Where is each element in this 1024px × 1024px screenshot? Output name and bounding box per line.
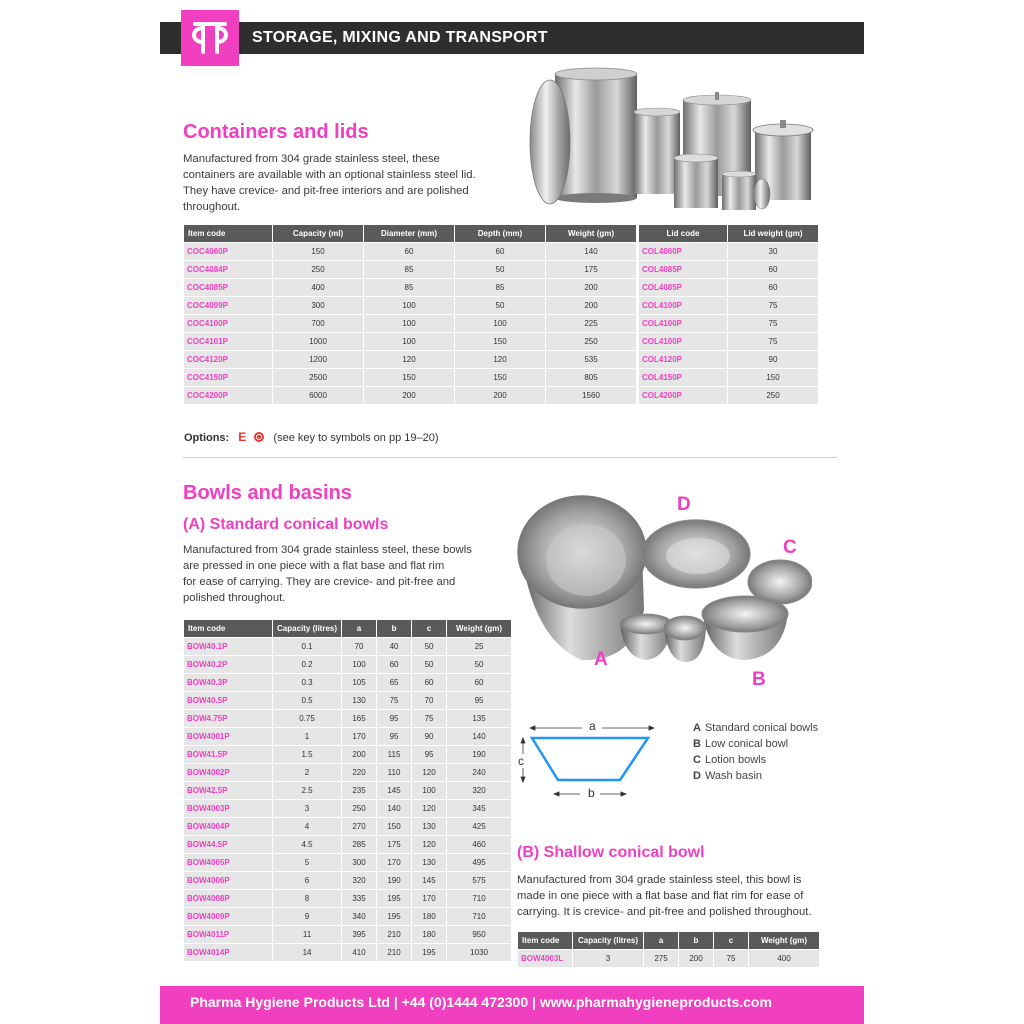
table-row [184, 674, 511, 691]
table-cell: 170 [377, 854, 411, 871]
options-line [184, 430, 439, 444]
table-cell: 120 [412, 836, 446, 853]
table-cell: 14 [273, 944, 341, 961]
table-row [184, 764, 511, 781]
table-cell: 200 [679, 950, 713, 967]
item-code-cell: COC4099P [184, 297, 272, 314]
item-code-cell: BOW40.3P [184, 674, 272, 691]
table-cell: 100 [364, 315, 454, 332]
options-label: Options: [184, 432, 230, 444]
photo-label-a: A [594, 649, 608, 670]
table-cell: 270 [342, 818, 376, 835]
table-cell: 250 [546, 333, 636, 350]
shallow-bowl-subtitle: (B) Shallow conical bowl [517, 844, 705, 861]
item-code-cell: COL4100P [639, 315, 727, 332]
table-cell: 50 [455, 297, 545, 314]
table-cell: 225 [546, 315, 636, 332]
table-cell: 70 [342, 638, 376, 655]
item-code-cell: COC4150P [184, 369, 272, 386]
containers-table [183, 224, 637, 405]
section-divider [183, 457, 837, 458]
table-cell: 50 [455, 261, 545, 278]
table-cell: 190 [377, 872, 411, 889]
table-cell: 195 [377, 890, 411, 907]
table-cell: 0.75 [273, 710, 341, 727]
item-code-cell: COL4085P [639, 261, 727, 278]
table-cell: 320 [342, 872, 376, 889]
table-cell: 575 [447, 872, 511, 889]
table-row [184, 836, 511, 853]
table-cell: 950 [447, 926, 511, 943]
table-cell: 150 [377, 818, 411, 835]
table-cell: 105 [342, 674, 376, 691]
table-cell: 0.3 [273, 674, 341, 691]
table-cell: 120 [455, 351, 545, 368]
table-cell: 395 [342, 926, 376, 943]
table-row [184, 692, 511, 709]
table-cell: 300 [273, 297, 363, 314]
table-cell: 50 [412, 638, 446, 655]
column-header: Weight (gm) [749, 932, 819, 949]
item-code-cell: BOW4008P [184, 890, 272, 907]
table-row [184, 279, 636, 296]
legend-item: D Wash basin [693, 770, 763, 782]
table-cell: 130 [342, 692, 376, 709]
table-cell: 200 [455, 387, 545, 404]
table-cell: 100 [364, 297, 454, 314]
item-code-cell: COL4060P [639, 243, 727, 260]
table-row [184, 800, 511, 817]
table-cell: 195 [377, 908, 411, 925]
table-cell: 805 [546, 369, 636, 386]
table-header-row [639, 225, 818, 242]
table-cell: 150 [455, 369, 545, 386]
photo-label-d: D [677, 494, 691, 515]
table-cell: 220 [342, 764, 376, 781]
table-cell: 120 [412, 800, 446, 817]
table-cell: 0.5 [273, 692, 341, 709]
table-cell: 120 [364, 351, 454, 368]
dimension-c-label: c [518, 754, 524, 768]
item-code-cell: BOW4009P [184, 908, 272, 925]
table-cell: 60 [447, 674, 511, 691]
table-cell: 110 [377, 764, 411, 781]
containers-description: Manufactured from 304 grade stainless steel, these containers are available with an optional stainless steel lid. They have crevice- and pit-free interiors and are polished throughout. [183, 153, 476, 213]
item-code-cell: COL4100P [639, 333, 727, 350]
table-cell: 150 [728, 369, 818, 386]
item-code-cell: BOW41.5P [184, 746, 272, 763]
table-cell: 400 [273, 279, 363, 296]
item-code-cell: BOW4.75P [184, 710, 272, 727]
table-row [184, 890, 511, 907]
table-cell: 6 [273, 872, 341, 889]
shallow-bowl-table [517, 931, 820, 968]
table-cell: 140 [546, 243, 636, 260]
table-cell: 100 [342, 656, 376, 673]
table-cell: 100 [412, 782, 446, 799]
item-code-cell: COC4100P [184, 315, 272, 332]
legend-item: A Standard conical bowls [693, 722, 819, 734]
table-cell: 535 [546, 351, 636, 368]
dimension-a-label: a [589, 719, 596, 733]
table-cell: 60 [377, 656, 411, 673]
table-cell: 235 [342, 782, 376, 799]
table-cell: 75 [728, 297, 818, 314]
table-cell: 85 [364, 279, 454, 296]
options-note: (see key to symbols on pp 19–20) [273, 432, 439, 444]
table-row [639, 351, 818, 368]
table-cell: 70 [412, 692, 446, 709]
table-row [184, 926, 511, 943]
table-row [184, 710, 511, 727]
item-code-cell: BOW44.5P [184, 836, 272, 853]
item-code-cell: BOW42.5P [184, 782, 272, 799]
table-cell: 150 [455, 333, 545, 350]
table-cell: 100 [364, 333, 454, 350]
photo-label-b: B [752, 669, 766, 690]
table-row [639, 387, 818, 404]
lids-table [638, 224, 819, 405]
column-header: Item code [184, 620, 272, 637]
table-cell: 9 [273, 908, 341, 925]
table-cell: 1200 [273, 351, 363, 368]
table-cell: 90 [728, 351, 818, 368]
table-cell: 100 [455, 315, 545, 332]
column-header: c [412, 620, 446, 637]
table-cell: 145 [377, 782, 411, 799]
table-cell: 460 [447, 836, 511, 853]
table-cell: 180 [412, 926, 446, 943]
item-code-cell: COL4150P [639, 369, 727, 386]
table-header-row [184, 620, 511, 637]
table-cell: 40 [377, 638, 411, 655]
table-row [184, 297, 636, 314]
item-code-cell: COL4085P [639, 279, 727, 296]
table-row [184, 315, 636, 332]
table-cell: 120 [412, 764, 446, 781]
table-row [184, 854, 511, 871]
item-code-cell: BOW4006P [184, 872, 272, 889]
table-cell: 75 [728, 333, 818, 350]
table-cell: 210 [377, 926, 411, 943]
dimension-b-label: b [588, 786, 595, 800]
table-cell: 285 [342, 836, 376, 853]
bowls-photo [512, 490, 812, 680]
containers-title: Containers and lids [183, 121, 369, 143]
table-cell: 25 [447, 638, 511, 655]
table-cell: 4 [273, 818, 341, 835]
item-code-cell: COC4200P [184, 387, 272, 404]
table-cell: 320 [447, 782, 511, 799]
table-cell: 8 [273, 890, 341, 907]
table-cell: 90 [412, 728, 446, 745]
table-cell: 340 [342, 908, 376, 925]
item-code-cell: BOW4014P [184, 944, 272, 961]
table-row [184, 728, 511, 745]
item-code-cell: COL4100P [639, 297, 727, 314]
table-cell: 1 [273, 728, 341, 745]
table-cell: 3 [273, 800, 341, 817]
table-cell: 170 [412, 890, 446, 907]
column-header: Capacity (litres) [573, 932, 643, 949]
table-cell: 85 [455, 279, 545, 296]
table-row [184, 351, 636, 368]
table-cell: 400 [749, 950, 819, 967]
table-cell: 240 [447, 764, 511, 781]
table-cell: 710 [447, 890, 511, 907]
table-row [184, 944, 511, 961]
table-cell: 145 [412, 872, 446, 889]
table-row [184, 782, 511, 799]
option-circle-icon [254, 432, 264, 442]
table-cell: 250 [728, 387, 818, 404]
column-header: c [714, 932, 748, 949]
table-cell: 3 [573, 950, 643, 967]
page-header-title: STORAGE, MIXING AND TRANSPORT [252, 29, 548, 46]
table-cell: 140 [377, 800, 411, 817]
table-cell: 95 [377, 710, 411, 727]
table-row [184, 333, 636, 350]
table-cell: 1560 [546, 387, 636, 404]
table-cell: 11 [273, 926, 341, 943]
column-header: Depth (mm) [455, 225, 545, 242]
table-cell: 2 [273, 764, 341, 781]
column-header: Item code [184, 225, 272, 242]
table-row [184, 369, 636, 386]
table-cell: 95 [377, 728, 411, 745]
bowls-title: Bowls and basins [183, 482, 352, 504]
legend-item: C Lotion bowls [693, 754, 767, 766]
table-cell: 85 [364, 261, 454, 278]
table-cell: 95 [447, 692, 511, 709]
table-cell: 75 [728, 315, 818, 332]
item-code-cell: BOW4002P [184, 764, 272, 781]
table-cell: 2500 [273, 369, 363, 386]
item-code-cell: COC4084P [184, 261, 272, 278]
column-header: Weight (gm) [447, 620, 511, 637]
item-code-cell: BOW40.2P [184, 656, 272, 673]
table-cell: 115 [377, 746, 411, 763]
shallow-bowl-description: Manufactured from 304 grade stainless steel, this bowl is made in one piece with a flat base and flat rim for ease of carrying. It is crevice- and pit-free and polished throughout. [517, 874, 812, 918]
table-cell: 75 [714, 950, 748, 967]
table-cell: 135 [447, 710, 511, 727]
table-cell: 5 [273, 854, 341, 871]
column-header: Lid code [639, 225, 727, 242]
column-header: Capacity (ml) [273, 225, 363, 242]
table-cell: 275 [644, 950, 678, 967]
table-row [184, 908, 511, 925]
table-row [184, 818, 511, 835]
table-cell: 200 [364, 387, 454, 404]
table-cell: 250 [273, 261, 363, 278]
item-code-cell: COL4120P [639, 351, 727, 368]
table-row [639, 315, 818, 332]
table-row [639, 243, 818, 260]
footer-contact: Pharma Hygiene Products Ltd | +44 (0)1444 472300 | www.pharmahygieneproducts.com [190, 994, 772, 1010]
item-code-cell: BOW40.5P [184, 692, 272, 709]
table-cell: 60 [364, 243, 454, 260]
table-cell: 700 [273, 315, 363, 332]
table-cell: 130 [412, 818, 446, 835]
table-row [639, 333, 818, 350]
table-cell: 190 [447, 746, 511, 763]
table-cell: 250 [342, 800, 376, 817]
table-cell: 200 [546, 297, 636, 314]
table-cell: 75 [377, 692, 411, 709]
table-cell: 60 [728, 279, 818, 296]
table-row [184, 387, 636, 404]
table-row [184, 261, 636, 278]
item-code-cell: BOW4003L [518, 950, 572, 967]
containers-photo [520, 62, 820, 222]
table-row [184, 638, 511, 655]
item-code-cell: BOW4001P [184, 728, 272, 745]
item-code-cell: BOW40.1P [184, 638, 272, 655]
item-code-cell: BOW4004P [184, 818, 272, 835]
item-code-cell: BOW4005P [184, 854, 272, 871]
column-header: b [377, 620, 411, 637]
standard-bowls-subtitle: (A) Standard conical bowls [183, 516, 389, 533]
table-row [184, 746, 511, 763]
table-row [639, 261, 818, 278]
table-cell: 175 [546, 261, 636, 278]
column-header: a [644, 932, 678, 949]
table-header-row [184, 225, 636, 242]
table-cell: 4.5 [273, 836, 341, 853]
table-cell: 60 [728, 261, 818, 278]
table-cell: 710 [447, 908, 511, 925]
table-row [184, 872, 511, 889]
table-cell: 150 [364, 369, 454, 386]
table-row [639, 279, 818, 296]
table-row [518, 950, 819, 967]
table-cell: 95 [412, 746, 446, 763]
table-row [639, 297, 818, 314]
table-row [639, 369, 818, 386]
bowls-legend [693, 720, 818, 784]
item-code-cell: COC4085P [184, 279, 272, 296]
column-header: b [679, 932, 713, 949]
standard-bowls-table [183, 619, 512, 962]
table-cell: 1.5 [273, 746, 341, 763]
table-cell: 1000 [273, 333, 363, 350]
brand-logo [181, 10, 239, 66]
table-cell: 1030 [447, 944, 511, 961]
item-code-cell: BOW4011P [184, 926, 272, 943]
table-cell: 495 [447, 854, 511, 871]
column-header: a [342, 620, 376, 637]
table-cell: 300 [342, 854, 376, 871]
legend-item: B Low conical bowl [693, 738, 789, 750]
item-code-cell: COC4060P [184, 243, 272, 260]
table-row [184, 243, 636, 260]
table-cell: 130 [412, 854, 446, 871]
table-cell: 410 [342, 944, 376, 961]
table-cell: 2.5 [273, 782, 341, 799]
table-cell: 425 [447, 818, 511, 835]
table-cell: 200 [342, 746, 376, 763]
table-cell: 75 [412, 710, 446, 727]
table-row [184, 656, 511, 673]
table-cell: 140 [447, 728, 511, 745]
item-code-cell: COC4120P [184, 351, 272, 368]
table-cell: 175 [377, 836, 411, 853]
column-header: Capacity (litres) [273, 620, 341, 637]
column-header: Item code [518, 932, 572, 949]
table-cell: 165 [342, 710, 376, 727]
table-cell: 210 [377, 944, 411, 961]
table-cell: 170 [342, 728, 376, 745]
table-cell: 0.2 [273, 656, 341, 673]
table-cell: 180 [412, 908, 446, 925]
table-cell: 0.1 [273, 638, 341, 655]
table-cell: 50 [447, 656, 511, 673]
standard-bowls-description: Manufactured from 304 grade stainless steel, these bowls are pressed in one piece with a flat base and flat rim for ease of carrying. They are crevice- and pit-free and polished throughout. [183, 544, 472, 604]
column-header: Lid weight (gm) [728, 225, 818, 242]
table-cell: 335 [342, 890, 376, 907]
table-cell: 200 [546, 279, 636, 296]
table-cell: 50 [412, 656, 446, 673]
column-header: Weight (gm) [546, 225, 636, 242]
table-cell: 6000 [273, 387, 363, 404]
table-cell: 65 [377, 674, 411, 691]
table-cell: 150 [273, 243, 363, 260]
table-cell: 30 [728, 243, 818, 260]
item-code-cell: COC4101P [184, 333, 272, 350]
table-cell: 195 [412, 944, 446, 961]
item-code-cell: BOW4003P [184, 800, 272, 817]
table-cell: 345 [447, 800, 511, 817]
option-e-symbol: E [238, 430, 247, 444]
table-cell: 60 [412, 674, 446, 691]
item-code-cell: COL4200P [639, 387, 727, 404]
table-cell: 60 [455, 243, 545, 260]
column-header: Diameter (mm) [364, 225, 454, 242]
table-header-row [518, 932, 819, 949]
photo-label-c: C [783, 537, 797, 558]
